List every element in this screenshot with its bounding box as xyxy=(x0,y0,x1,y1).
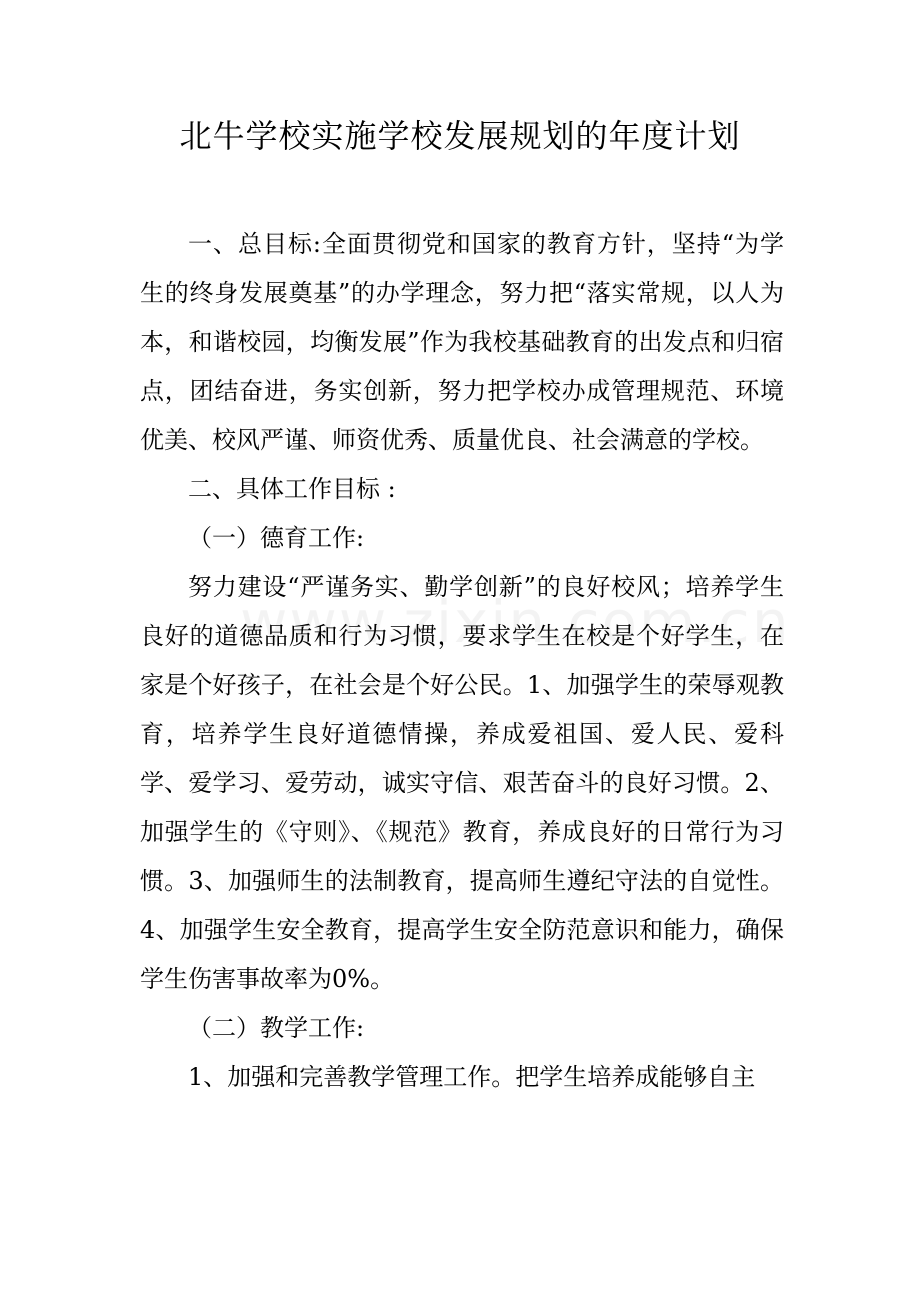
document-body xyxy=(140,220,784,1102)
heading-specific-goals: 二、具体工作目标 : xyxy=(188,475,396,503)
heading-moral-education: （一）德育工作: xyxy=(188,524,365,552)
heading-teaching-work: （二）教学工作: xyxy=(188,1014,365,1042)
paragraph-overall-goal: 一、总目标:全面贯彻党和国家的教育方针，坚持“为学生的终身发展奠基”的办学理念，努力把“落实常规，以人为本，和谐校园，均衡发展”作为我校基础教育的出发点和归宿点，团结奋进，务实创新，努力把学校办成管理规范、环境优美、校风严谨、师资优秀、质量优良、社会满意的学校。 xyxy=(140,230,784,454)
document-title: 北牛学校实施学校发展规划的年度计划 xyxy=(179,117,741,155)
paragraph-moral-education: 努力建设“严谨务实、勤学创新”的良好校风；培养学生良好的道德品质和行为习惯，要求学生在校是个好学生，在家是个好孩子，在社会是个好公民。1、加强学生的荣辱观教育，培养学生良好道德情操，养成爱祖国、爱人民、爱科学、爱学习、爱劳动，诚实守信、艰苦奋斗的良好习惯。2、加强学生的《守则》、《规范》教育，养成良好的日常行为习惯。3、加强师生的法制教育，提高师生遵纪守法的自觉性。4、加强学生安全教育，提高学生安全防范意识和能力，确保学生伤害事故率为0%。 xyxy=(140,573,784,993)
paragraph-teaching-work: 1、加强和完善教学管理工作。把学生培养成能够自主 xyxy=(188,1063,756,1091)
